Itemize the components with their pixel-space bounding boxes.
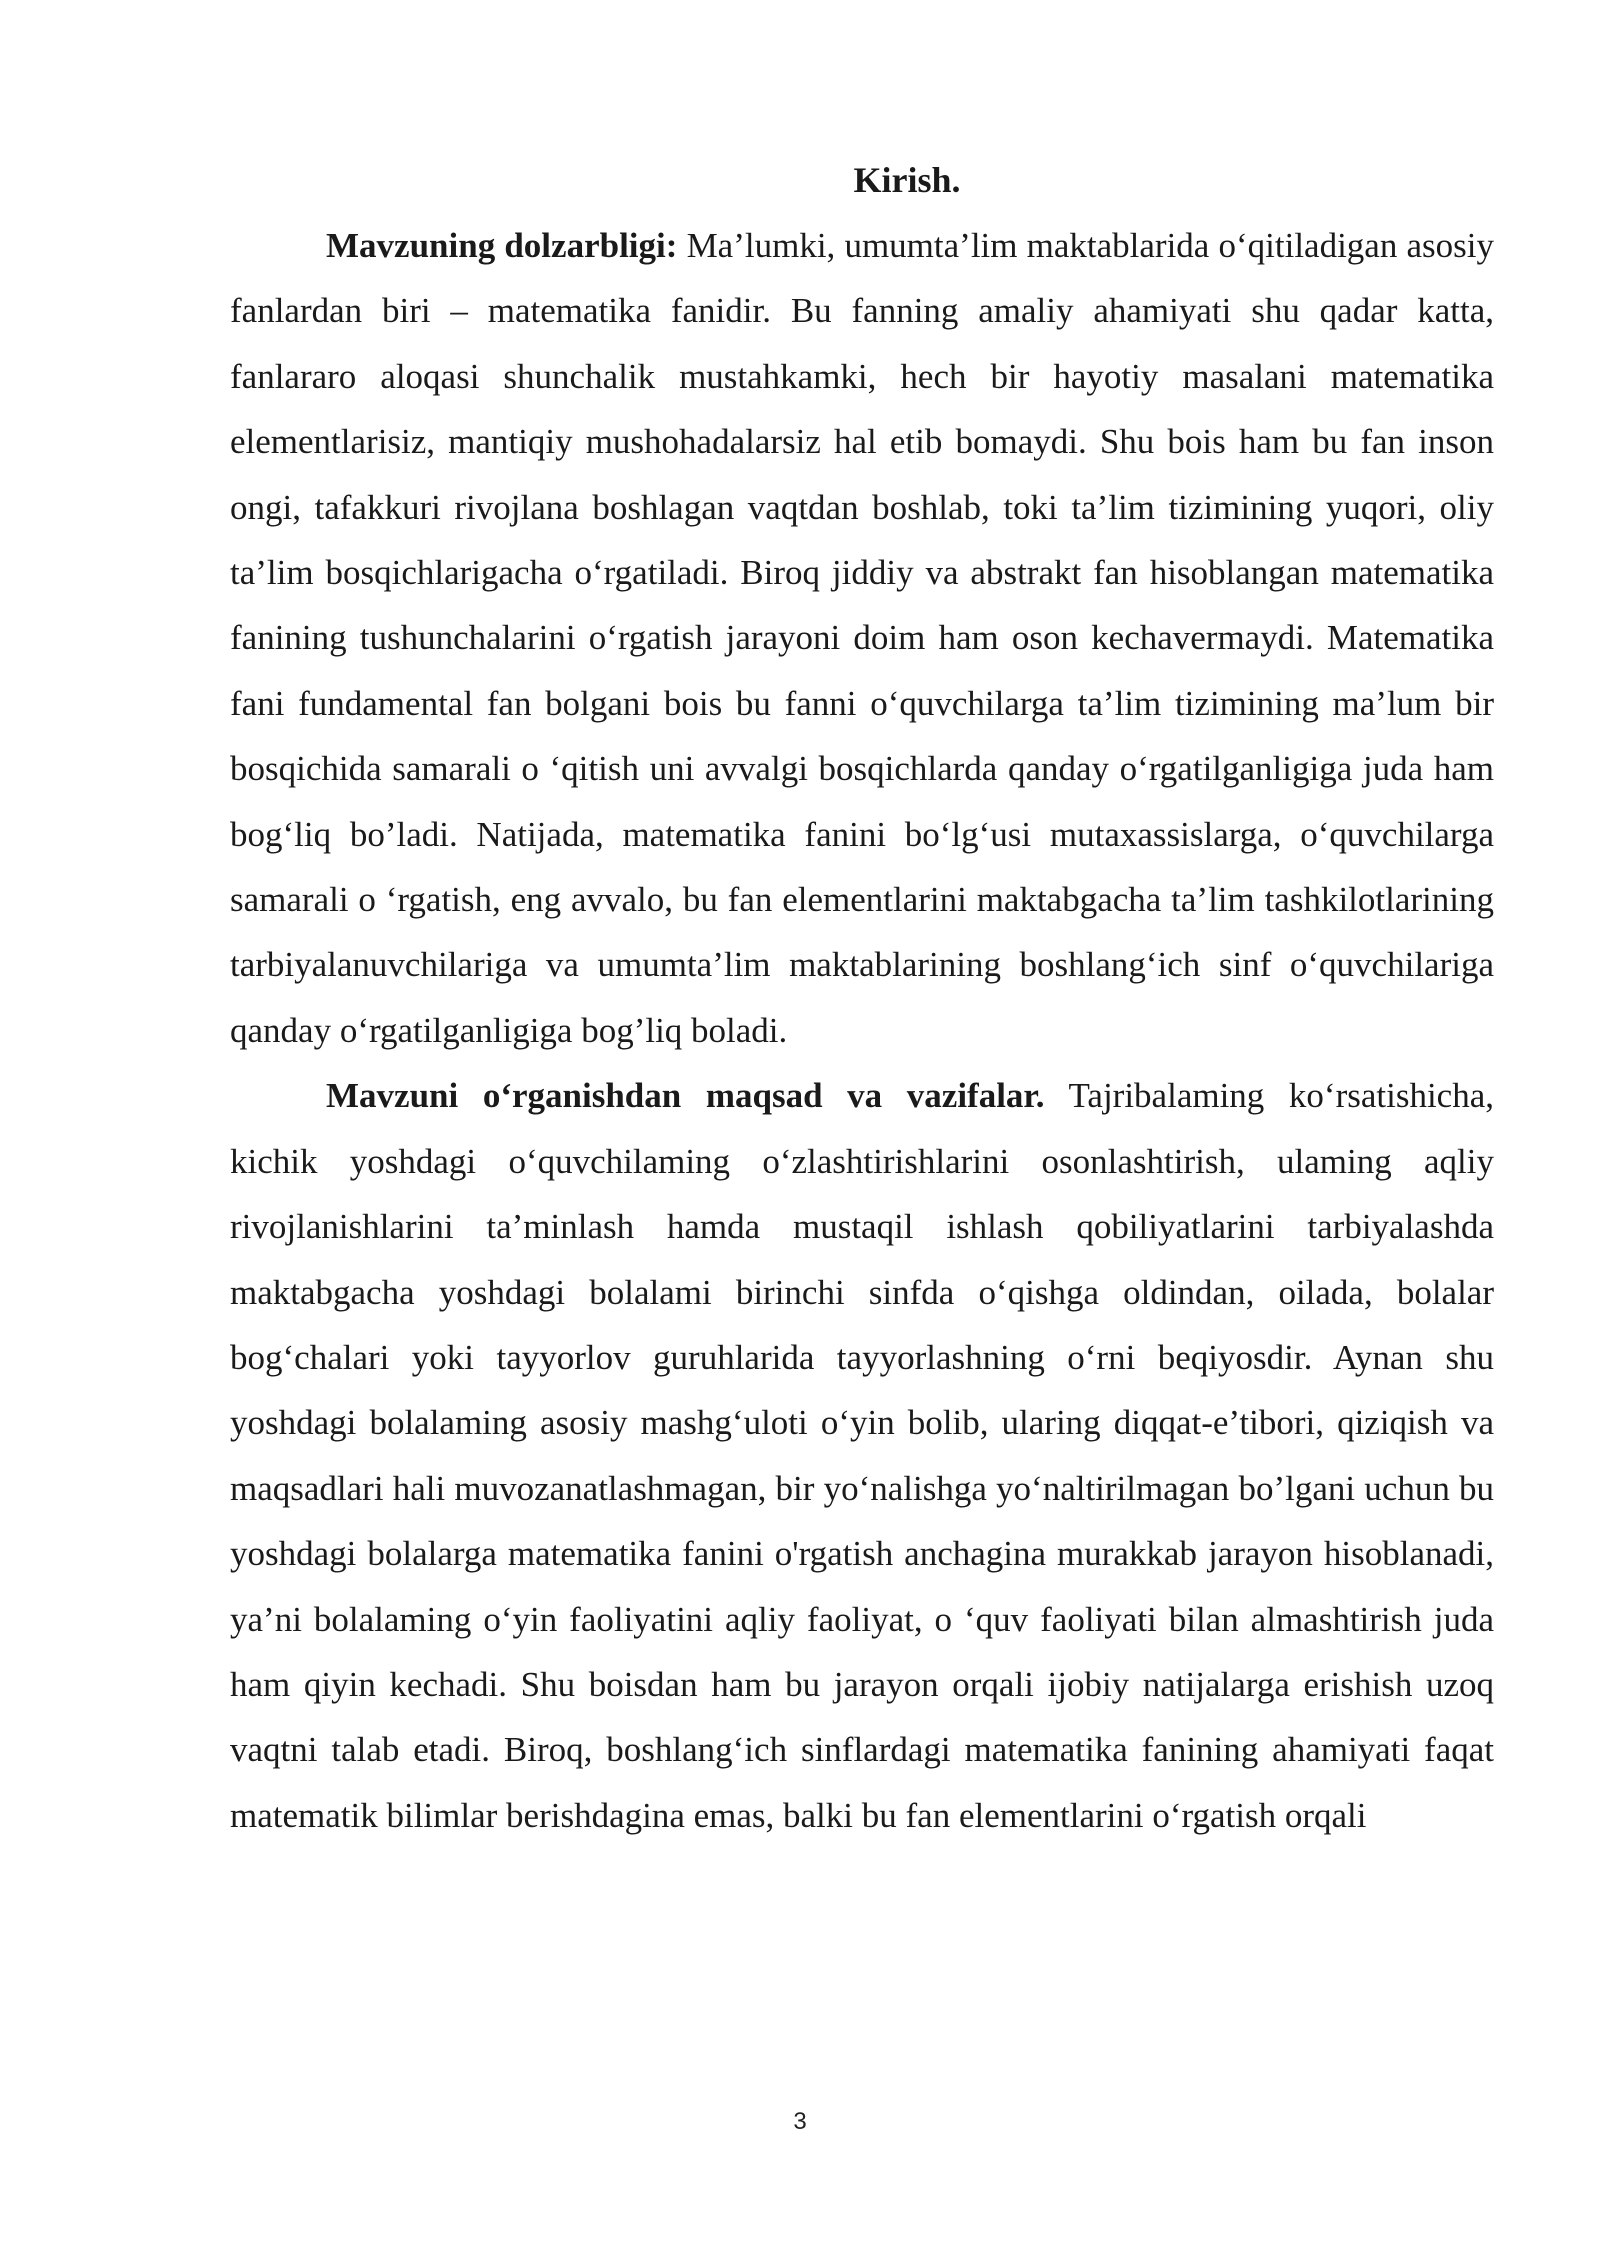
paragraph-relevance [230,213,1494,1063]
paragraph-heading: Mavzuni o‘rganishdan maqsad va vazifalar. [326,1076,1045,1116]
paragraph-text: Tajribalaming ko‘rsatishicha, kichik yoshdagi o‘quvchilaming o‘zlashtirishlarini osonlashtirish, ulaming aqliy rivojlanishlarini ta’minlash hamda mustaqil ishlash qobiliyatlarini tarbiyalashda maktabgacha yoshdagi bolalami birinchi sinfda o‘qishga oldindan, oilada, bolalar bog‘chalari yoki tayyorlov guruhlarida tayyorlashning o‘rni beqiyosdir. Aynan shu yoshdagi bolalaming asosiy mashg‘uloti o‘yin bolib, ularing diqqat-e’tibori, qiziqish va maqsadlari hali muvozanatlashmagan, bir yo‘nalishga yo‘naltirilmagan bo’lgani uchun bu yoshdagi bolalarga matematika fanini o'rgatish anchagina murakkab jarayon hisoblanadi, ya’ni bolalaming o‘yin faoliyatini aqliy faoliyat, o ‘quv faoliyati bilan almashtirish juda ham qiyin kechadi. Shu boisdan ham bu jarayon orqali ijobiy natijalarga erishish uzoq vaqtni talab etadi. Biroq, boshlang‘ich sinflardagi matematika fanining ahamiyati faqat matematik bilimlar berishdagina emas, balki bu fan elementlarini o‘rgatish orqali [230,1076,1494,1835]
page-number: 3 [793,2108,807,2135]
document-page [230,148,1494,1848]
paragraph-heading: Mavzuning dolzarbligi: [326,226,678,265]
paragraph-goals [230,1063,1494,1848]
paragraph-text: Ma’lumki, umumta’lim maktablarida o‘qitiladigan asosiy fanlardan biri – matematika fanidir. Bu fanning amaliy ahamiyati shu qadar katta, fanlararo aloqasi shunchalik mustahkamki, hech bir hayotiy masalani matematika elementlarisiz, mantiqiy mushohadalarsiz hal etib bomaydi. Shu bois ham bu fan inson ongi, tafakkuri rivojlana boshlagan vaqtdan boshlab, toki ta’lim tizimining yuqori, oliy ta’lim bosqichlarigacha o‘rgatiladi. Biroq jiddiy va abstrakt fan hisoblangan matematika fanining tushunchalarini o‘rgatish jarayoni doim ham oson kechavermaydi. Matematika fani fundamental fan bolgani bois bu fanni o‘quvchilarga ta’lim tizimining ma’lum bir bosqichida samarali o ‘qitish uni avvalgi bosqichlarda qanday o‘rgatilganligiga juda ham bog‘liq bo’ladi. Natijada, matematika fanini bo‘lg‘usi mutaxassislarga, o‘quvchilarga samarali o ‘rgatish, eng avvalo, bu fan elementlarini maktabgacha ta’lim tashkilotlarining tarbiyalanuvchilariga va umumta’lim maktablarining boshlang‘ich sinf o‘quvchilariga qanday o‘rgatilganligiga bog’liq boladi. [230,226,1494,1050]
section-title: Kirish. [853,160,961,200]
